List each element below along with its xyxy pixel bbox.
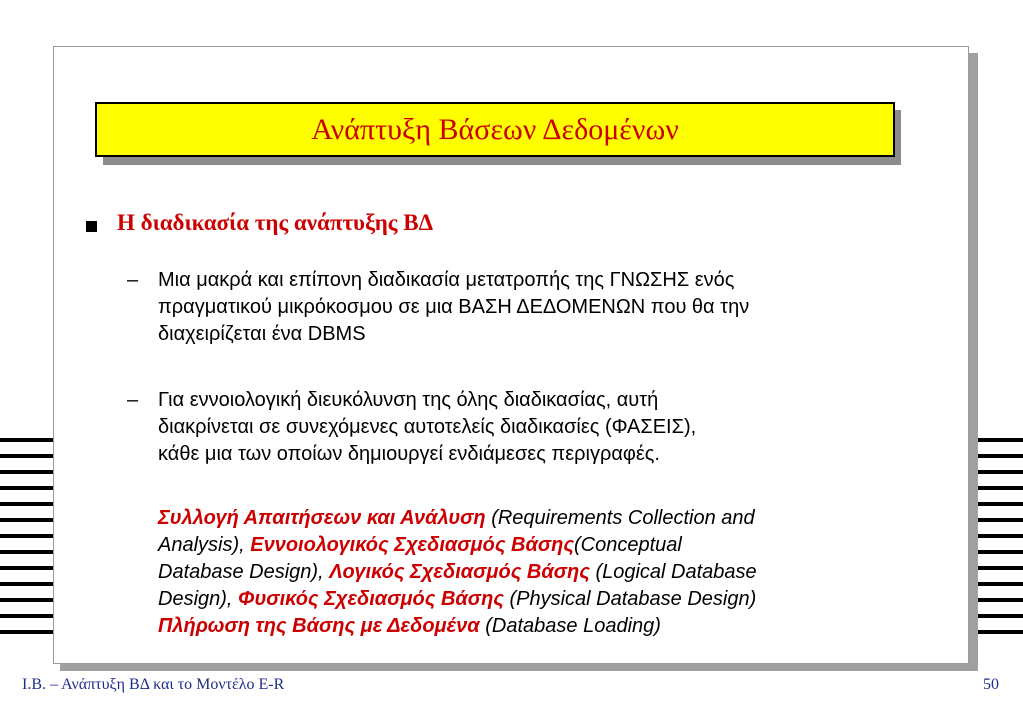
footer-title: Ι.Β. – Ανάπτυξη ΒΔ και το Μοντέλο Ε-R (22, 676, 285, 693)
title-box (95, 102, 895, 157)
section-heading: Η διαδικασία της ανάπτυξης ΒΔ (117, 210, 434, 235)
phase-requirements-en: (Requirements Collection and (485, 507, 755, 529)
phases-line-2 (158, 532, 968, 559)
phase-physical-en: (Physical Database Design) (503, 588, 757, 610)
phase-loading-en: (Database Loading) (479, 615, 661, 637)
list-item-1 (158, 267, 958, 348)
phase-conceptual-en-cont: Database Design), (158, 561, 330, 583)
page-number: 50 (983, 676, 999, 693)
list-item-2 (158, 387, 958, 468)
phases-line-5 (158, 613, 968, 640)
item2-line-1: Για εννοιολογική διευκόλυνση της όλης διαδικασίας, αυτή (158, 389, 659, 411)
square-bullet-icon (86, 221, 97, 232)
phase-loading-name: Πλήρωση της Βάσης με Δεδομένα (158, 615, 480, 637)
phases-line-4 (158, 586, 968, 613)
phase-conceptual-en: (Conceptual (574, 534, 682, 556)
item2-line-2: διακρίνεται σε συνεχόμενες αυτοτελείς διαδικασίες (ΦΑΣΕΙΣ), (158, 416, 697, 438)
dash-bullet-2: – (127, 389, 139, 411)
dash-bullet-1: – (127, 269, 139, 291)
phase-physical-name: Φυσικός Σχεδιασμός Βάσης (238, 588, 504, 610)
slide-title: Ανάπτυξη Βάσεων Δεδομένων (311, 112, 679, 146)
phases-line-1 (158, 505, 968, 532)
phase-conceptual-name: Εννοιολογικός Σχεδιασμός Βάσης (250, 534, 574, 556)
phase-logical-name: Λογικός Σχεδιασμός Βάσης (329, 561, 590, 583)
phases-list (158, 505, 968, 640)
item1-line-3: διαχειρίζεται ένα DBMS (158, 323, 366, 345)
left-stripes-decoration (0, 438, 54, 638)
phase-requirements-en-cont: Analysis), (158, 534, 251, 556)
item1-line-1: Μια μακρά και επίπονη διαδικασία μετατροπής της ΓΝΩΣΗΣ ενός (158, 269, 735, 291)
phases-line-3 (158, 559, 968, 586)
phase-requirements-name: Συλλογή Απαιτήσεων και Ανάλυση (158, 507, 486, 529)
phase-logical-en-cont: Design), (158, 588, 239, 610)
item1-line-2: πραγματικού μικρόκοσμου σε μια ΒΑΣΗ ΔΕΔΟΜΕΝΩΝ που θα την (158, 296, 750, 318)
phase-logical-en: (Logical Database (589, 561, 757, 583)
item2-line-3: κάθε μια των οποίων δημιουργεί ενδιάμεσες περιγραφές. (158, 443, 660, 465)
